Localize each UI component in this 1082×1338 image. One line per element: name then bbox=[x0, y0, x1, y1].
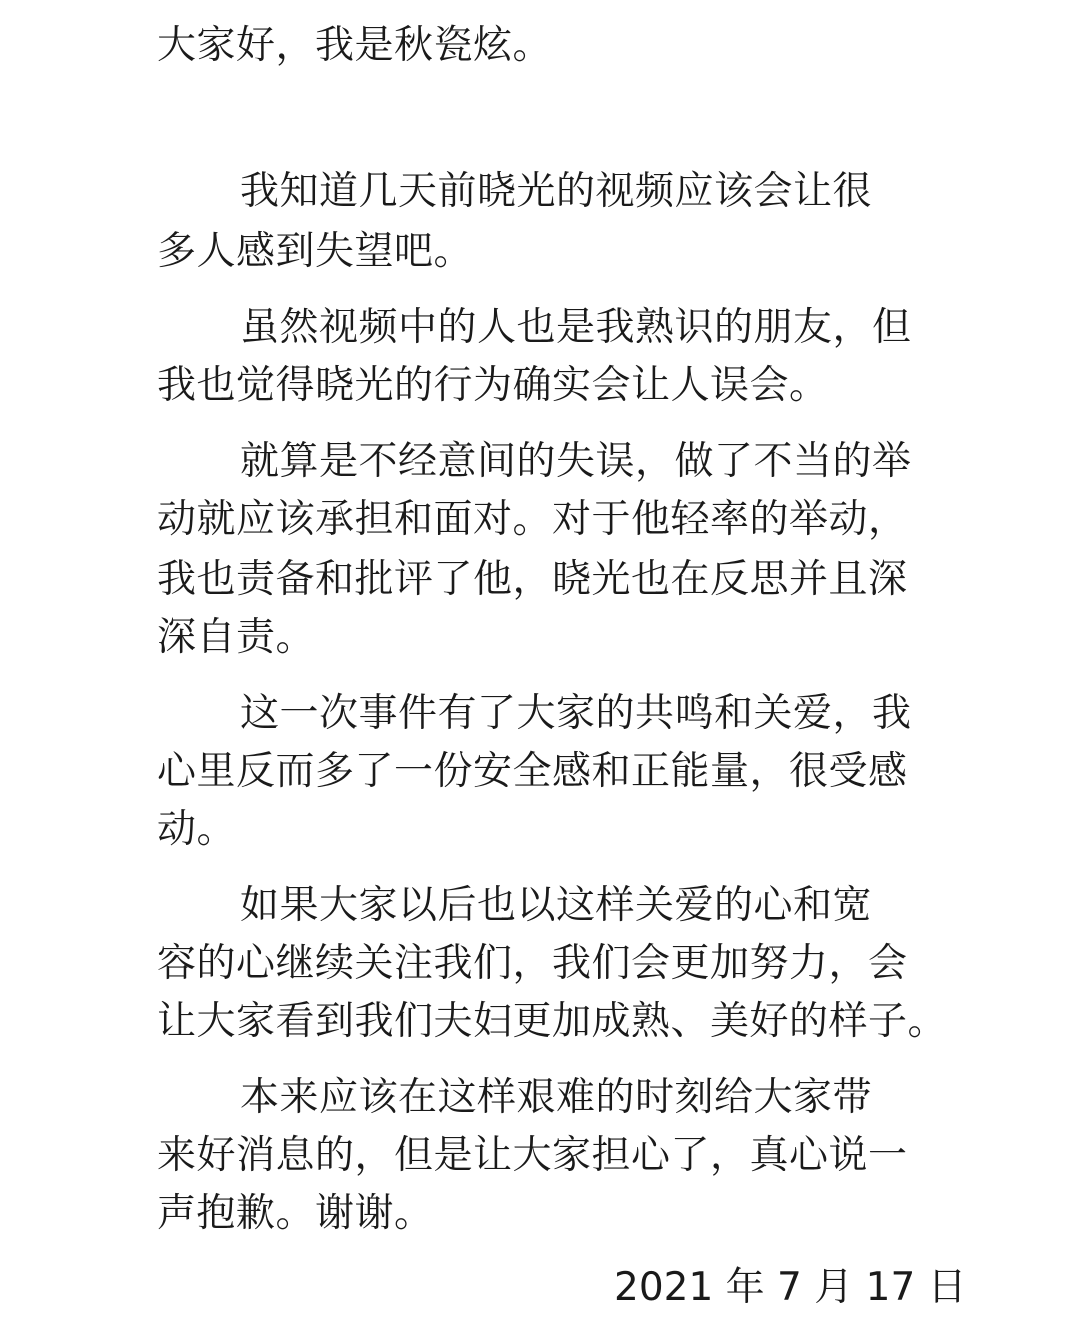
paragraph-6-line-2: 来好消息的，但是让大家担心了，真心说一 bbox=[157, 1133, 908, 1178]
paragraph-5-line-1: 如果大家以后也以这样关爱的心和宽 bbox=[240, 883, 873, 928]
paragraph-6-line-3: 声抱歉。谢谢。 bbox=[157, 1191, 434, 1236]
letter-date: 2021 年 7 月 17 日 bbox=[614, 1265, 967, 1310]
greeting-line: 大家好，我是秋瓷炫。 bbox=[157, 23, 553, 68]
paragraph-5-line-2: 容的心继续关注我们，我们会更加努力，会 bbox=[157, 941, 908, 986]
paragraph-2-line-1: 虽然视频中的人也是我熟识的朋友，但 bbox=[240, 305, 912, 350]
paragraph-4-line-3: 动。 bbox=[157, 807, 237, 852]
paragraph-1-line-2: 多人感到失望吧。 bbox=[157, 229, 474, 274]
paragraph-3-line-4: 深自责。 bbox=[157, 615, 316, 660]
paragraph-1-line-1: 我知道几天前晓光的视频应该会让很 bbox=[240, 169, 873, 214]
paragraph-5-line-3: 让大家看到我们夫妇更加成熟、美好的样子。 bbox=[157, 999, 948, 1044]
paragraph-2-line-2: 我也觉得晓光的行为确实会让人误会。 bbox=[157, 363, 829, 408]
paragraph-3-line-2: 动就应该承担和面对。对于他轻率的举动， bbox=[157, 497, 908, 542]
paragraph-3-line-1: 就算是不经意间的失误，做了不当的举 bbox=[240, 439, 912, 484]
paragraph-3-line-3: 我也责备和批评了他，晓光也在反思并且深 bbox=[157, 557, 908, 602]
paragraph-4-line-1: 这一次事件有了大家的共鸣和关爱，我 bbox=[240, 691, 912, 736]
paragraph-4-line-2: 心里反而多了一份安全感和正能量，很受感 bbox=[157, 749, 908, 794]
paragraph-6-line-1: 本来应该在这样艰难的时刻给大家带 bbox=[240, 1075, 873, 1120]
